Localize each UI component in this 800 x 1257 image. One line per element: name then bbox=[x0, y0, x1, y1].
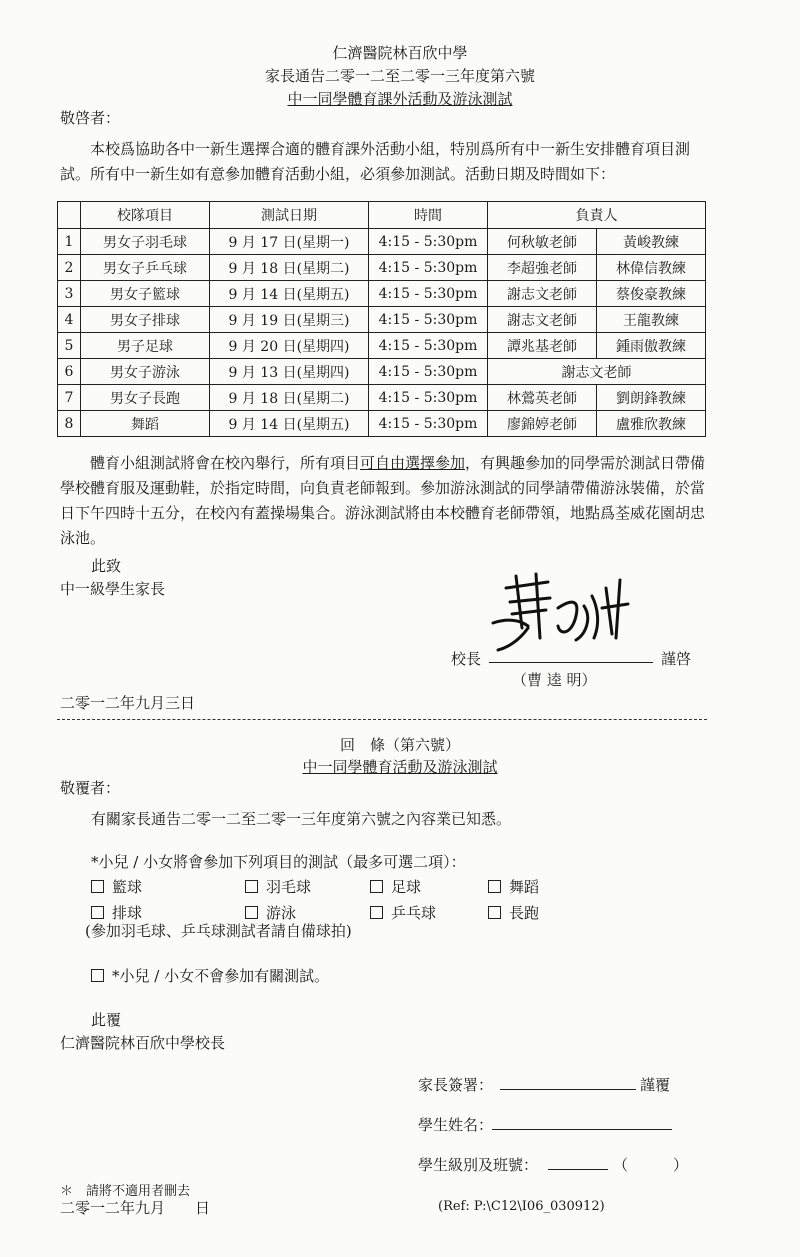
class-number-paren: （ ） bbox=[613, 1156, 689, 1174]
options-question: *小兒 / 小女將會參加下列項目的測試（最多可選二項）： bbox=[91, 853, 466, 871]
table-row bbox=[58, 307, 706, 333]
row-item: 男女子乒乓球 bbox=[81, 255, 210, 281]
reply-date: 二零一二年九月 日 bbox=[60, 1199, 211, 1217]
row-coach: 林偉信教練 bbox=[597, 255, 706, 281]
option-table-tennis[interactable] bbox=[370, 902, 436, 923]
option-football[interactable] bbox=[370, 876, 421, 897]
principal-name: （曹 逵 明） bbox=[512, 671, 597, 689]
table-row bbox=[58, 359, 706, 385]
salutation: 敬啓者： bbox=[60, 109, 121, 127]
table-header-row bbox=[58, 202, 706, 229]
row-date: 9 月 17 日(星期一) bbox=[210, 229, 369, 255]
table-row bbox=[58, 385, 706, 411]
checkbox-swimming[interactable] bbox=[245, 906, 258, 919]
option-basketball-label: 籃球 bbox=[112, 878, 143, 896]
row-number: 7 bbox=[58, 385, 81, 411]
row-date: 9 月 14 日(星期五) bbox=[210, 281, 369, 307]
ci-zhi: 此致 bbox=[91, 557, 122, 575]
row-number: 5 bbox=[58, 333, 81, 359]
row-number: 2 bbox=[58, 255, 81, 281]
option-long-distance-label: 長跑 bbox=[509, 904, 540, 922]
row-number: 3 bbox=[58, 281, 81, 307]
row-teacher: 李超強老師 bbox=[488, 255, 597, 281]
row-coach: 蔡俊豪教練 bbox=[597, 281, 706, 307]
row-number: 4 bbox=[58, 307, 81, 333]
checkbox-badminton[interactable] bbox=[245, 880, 258, 893]
checkbox-long-distance[interactable] bbox=[488, 906, 501, 919]
row-coach: 盧雅欣教練 bbox=[597, 411, 706, 437]
row-date: 9 月 14 日(星期五) bbox=[210, 411, 369, 437]
row-item: 男女子游泳 bbox=[81, 359, 210, 385]
footnote: ＊ 請將不適用者刪去 bbox=[60, 1184, 191, 1199]
notice-subject: 中一同學體育課外活動及游泳測試 bbox=[287, 90, 513, 108]
header-in-charge: 負責人 bbox=[488, 202, 706, 229]
row-teacher: 謝志文老師 bbox=[488, 307, 597, 333]
table-row bbox=[58, 229, 706, 255]
row-item: 舞蹈 bbox=[81, 411, 210, 437]
row-time: 4:15 - 5:30pm bbox=[369, 229, 488, 255]
row-coach: 王龍教練 bbox=[597, 307, 706, 333]
row-time: 4:15 - 5:30pm bbox=[369, 307, 488, 333]
principal-signature-line bbox=[489, 662, 653, 663]
ci-fu: 此覆 bbox=[91, 1011, 122, 1029]
class-number-label: 學生級別及班號： bbox=[418, 1156, 539, 1174]
intro-paragraph: 本校爲協助各中一新生選擇合適的體育課外活動小組，特別爲所有中一新生安排體育項目測試。所有中一新生如有意參加體育活動小組，必須參加測試。活動日期及時間如下： bbox=[60, 140, 691, 183]
table-row bbox=[58, 255, 706, 281]
option-badminton-label: 羽毛球 bbox=[266, 878, 312, 896]
row-number: 6 bbox=[58, 359, 81, 385]
class-number-field[interactable] bbox=[548, 1169, 608, 1170]
header-no bbox=[58, 202, 81, 229]
row-number: 8 bbox=[58, 411, 81, 437]
row-teacher: 謝志文老師 bbox=[488, 281, 597, 307]
reply-title: 回 條（第六號） bbox=[339, 736, 460, 754]
student-name-label: 學生姓名： bbox=[418, 1116, 494, 1134]
row-time: 4:15 - 5:30pm bbox=[369, 359, 488, 385]
checkbox-dance[interactable] bbox=[488, 880, 501, 893]
decline-option[interactable] bbox=[91, 965, 329, 986]
school-name: 仁濟醫院林百欣中學 bbox=[332, 44, 468, 62]
row-teacher: 何秋敏老師 bbox=[488, 229, 597, 255]
option-long-distance[interactable] bbox=[488, 902, 539, 923]
to-principal: 仁濟醫院林百欣中學校長 bbox=[60, 1034, 226, 1052]
notice-number: 家長通告二零一二至二零一三年度第六號 bbox=[264, 67, 535, 85]
notice-date: 二零一二年九月三日 bbox=[60, 694, 196, 712]
table-row bbox=[58, 411, 706, 437]
row-time: 4:15 - 5:30pm bbox=[369, 333, 488, 359]
table-row bbox=[58, 281, 706, 307]
principal-label: 校長 bbox=[451, 650, 482, 668]
row-number: 1 bbox=[58, 229, 81, 255]
row-date: 9 月 18 日(星期二) bbox=[210, 385, 369, 411]
option-volleyball-label: 排球 bbox=[112, 904, 143, 922]
details-highlight: 可自由選擇參加 bbox=[360, 454, 466, 472]
student-name-field[interactable] bbox=[492, 1129, 672, 1130]
header-date: 測試日期 bbox=[210, 202, 369, 229]
checkbox-table-tennis[interactable] bbox=[370, 906, 383, 919]
row-date: 9 月 13 日(星期四) bbox=[210, 359, 369, 385]
checkbox-volleyball[interactable] bbox=[91, 906, 104, 919]
row-coach: 黃峻教練 bbox=[597, 229, 706, 255]
row-teacher: 譚兆基老師 bbox=[488, 333, 597, 359]
option-dance-label: 舞蹈 bbox=[509, 878, 540, 896]
decline-label: *小兒 / 小女不會參加有關測試。 bbox=[112, 967, 330, 985]
checkbox-decline[interactable] bbox=[91, 969, 104, 982]
option-football-label: 足球 bbox=[391, 878, 422, 896]
addressee: 中一級學生家長 bbox=[60, 580, 166, 598]
racket-note: (參加羽毛球、乒乓球測試者請自備球拍) bbox=[85, 922, 352, 940]
parent-signature-field[interactable] bbox=[500, 1089, 636, 1090]
option-swimming-label: 游泳 bbox=[266, 904, 297, 922]
row-time: 4:15 - 5:30pm bbox=[369, 255, 488, 281]
parent-signature-end: 謹覆 bbox=[640, 1076, 671, 1094]
row-time: 4:15 - 5:30pm bbox=[369, 385, 488, 411]
row-teacher: 林鶯英老師 bbox=[488, 385, 597, 411]
row-date: 9 月 20 日(星期四) bbox=[210, 333, 369, 359]
schedule-table bbox=[57, 201, 706, 437]
checkbox-football[interactable] bbox=[370, 880, 383, 893]
reply-subject: 中一同學體育活動及游泳測試 bbox=[302, 758, 498, 776]
row-time: 4:15 - 5:30pm bbox=[369, 411, 488, 437]
principal-signature-image bbox=[488, 568, 638, 656]
file-reference: (Ref: P:\C12\I06_030912) bbox=[438, 1199, 605, 1214]
row-teacher: 廖錦婷老師 bbox=[488, 411, 597, 437]
option-badminton[interactable] bbox=[245, 876, 311, 897]
row-item: 男子足球 bbox=[81, 333, 210, 359]
header-time: 時間 bbox=[369, 202, 488, 229]
row-coach: 劉朗鋒教練 bbox=[597, 385, 706, 411]
details-part2: ，有興趣參加的同學需於測試日帶備學校體育服及運動鞋，於指定時間，向負責老師報到。參加游泳測試的同學請帶備游泳裝備，於當日下午四時十五分，在校內有蓋操場集合。游泳測試將由本校體育老師帶領，地點爲荃威花園胡忠泳池。 bbox=[60, 454, 706, 547]
header-item: 校隊項目 bbox=[81, 202, 210, 229]
table-row bbox=[58, 333, 706, 359]
parent-signature-label: 家長簽署： bbox=[418, 1076, 494, 1094]
option-basketball[interactable] bbox=[91, 876, 142, 897]
row-coach: 鍾雨傲教練 bbox=[597, 333, 706, 359]
respectfully-text: 謹啓 bbox=[661, 650, 692, 668]
acknowledgement: 有關家長通告二零一二至二零一三年度第六號之內容業已知悉。 bbox=[91, 810, 512, 828]
option-dance[interactable] bbox=[488, 876, 539, 897]
cut-line bbox=[57, 719, 707, 720]
row-date: 9 月 19 日(星期三) bbox=[210, 307, 369, 333]
row-item: 男女子排球 bbox=[81, 307, 210, 333]
row-teacher: 謝志文老師 bbox=[488, 359, 706, 385]
checkbox-basketball[interactable] bbox=[91, 880, 104, 893]
row-item: 男女子羽毛球 bbox=[81, 229, 210, 255]
row-item: 男女子長跑 bbox=[81, 385, 210, 411]
row-item: 男女子籃球 bbox=[81, 281, 210, 307]
row-time: 4:15 - 5:30pm bbox=[369, 281, 488, 307]
details-part1: 體育小組測試將會在校內舉行，所有項目 bbox=[90, 454, 361, 472]
row-date: 9 月 18 日(星期二) bbox=[210, 255, 369, 281]
option-table-tennis-label: 乒乓球 bbox=[391, 904, 437, 922]
details-paragraph bbox=[60, 451, 708, 551]
reply-salutation: 敬覆者： bbox=[60, 779, 121, 797]
